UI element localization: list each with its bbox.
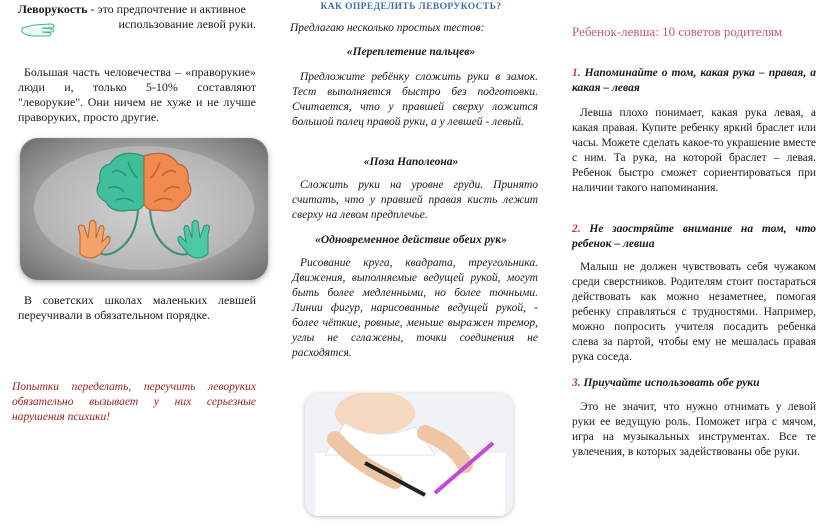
- test3-body: Рисование круга, квадрата, треугольника. Движения, выполняемые ведущей рукой, могут быть более медленными, но более точными. Линии фигур, нарисованные ведущей рукой, - более чёткие, ровные, меньше выражен тремор, углы не сглажены, точки соединения не расходятся.: [292, 257, 538, 359]
- tip-3-number: 3.: [572, 377, 581, 389]
- intro-text: Предлагаю несколько простых тестов:: [290, 22, 485, 34]
- hand-icon: [20, 16, 62, 38]
- test2-title: «Поза Наполеона»: [363, 156, 459, 168]
- column-right: [556, 0, 816, 528]
- section-heading: КАК ОПРЕДЕЛИТЬ ЛЕВОРУКОСТЬ?: [320, 2, 502, 12]
- test1-title: «Переплетение пальцев»: [346, 46, 476, 58]
- tip-1-title: Напоминайте о том, какая рука – правая, а какая – левая: [572, 67, 816, 94]
- tip-1-number: 1.: [572, 67, 581, 79]
- tip-2-body: Малыш не должен чувствовать себя чужаком среди сверстников. Родителям стоит постараться действовать как можно незаметнее, помогая ребенку справляться с трудностями. Например, можно попросить учителя посадить ребенка слева за партой, чтобы ему не мешалась правая рука соседа.: [572, 261, 816, 363]
- column-left: [0, 0, 270, 528]
- soviet-schools-paragraph: В советских школах маленьких левшей переучивали в обязательном порядке.: [18, 293, 256, 322]
- tip-2-number: 2.: [572, 223, 581, 235]
- test1-body: Предложите ребёнку сложить руки в замок. Тест выполняется быстро без подготовки. Считается, что у правшей сверху ложится большой палец правой руки, а у левшей - левый.: [292, 71, 538, 128]
- tips-title: Ребенок-левша: 10 советов родителям: [572, 24, 783, 39]
- test2-body: Сложить руки на уровне груди. Принято считать, что у правшей правая кисть лежит сверху на левом предплечье.: [292, 179, 538, 221]
- warning-text: Попытки переделать, переучить леворуких обязательно вызывает у них серьезные нарушения психики!: [12, 381, 256, 423]
- definition-text-1: - это предпочтение и активное: [87, 2, 246, 16]
- test3-title: «Одновременное действие обеих рук»: [315, 234, 507, 246]
- tip-3-title: Приучайте использовать обе руки: [580, 377, 760, 389]
- tip-1-body: Левша плохо понимает, какая рука левая, а какая правая. Купите ребенку яркий браслет или часы. Можете сделать какое-то украшение вместе с ним. Та рука, на которой браслет – левая. Ребенок быстро сможет сориентироваться при наличии такого напоминания.: [572, 107, 816, 194]
- tip-3-heading: [572, 376, 816, 391]
- column-middle: [280, 0, 542, 528]
- term-lefthandedness: Леворукость: [18, 2, 88, 16]
- brain-hands-illustration: [20, 138, 268, 280]
- tip-3-body: Это не значит, что нужно отнимать у левой руки ее ведущую роль. Поможет игра с мячом, игра на музыкальных инструментах. Все те увлечения, в которых задействованы обе руки.: [572, 401, 816, 458]
- tip-2-heading: [572, 222, 816, 252]
- tip-1-heading: [572, 66, 816, 96]
- stat-paragraph: Большая часть человечества – «праворукие» люди и, только 5-10% составляют "леворукие". Они ничем не хуже и не лучше праворуких, просто другие.: [18, 65, 256, 124]
- tip-2-title: Не заостряйте внимание на том, что ребенок – левша: [572, 223, 816, 250]
- definition-text-2: использование левой руки.: [118, 17, 256, 31]
- child-drawing-photo: [305, 393, 513, 516]
